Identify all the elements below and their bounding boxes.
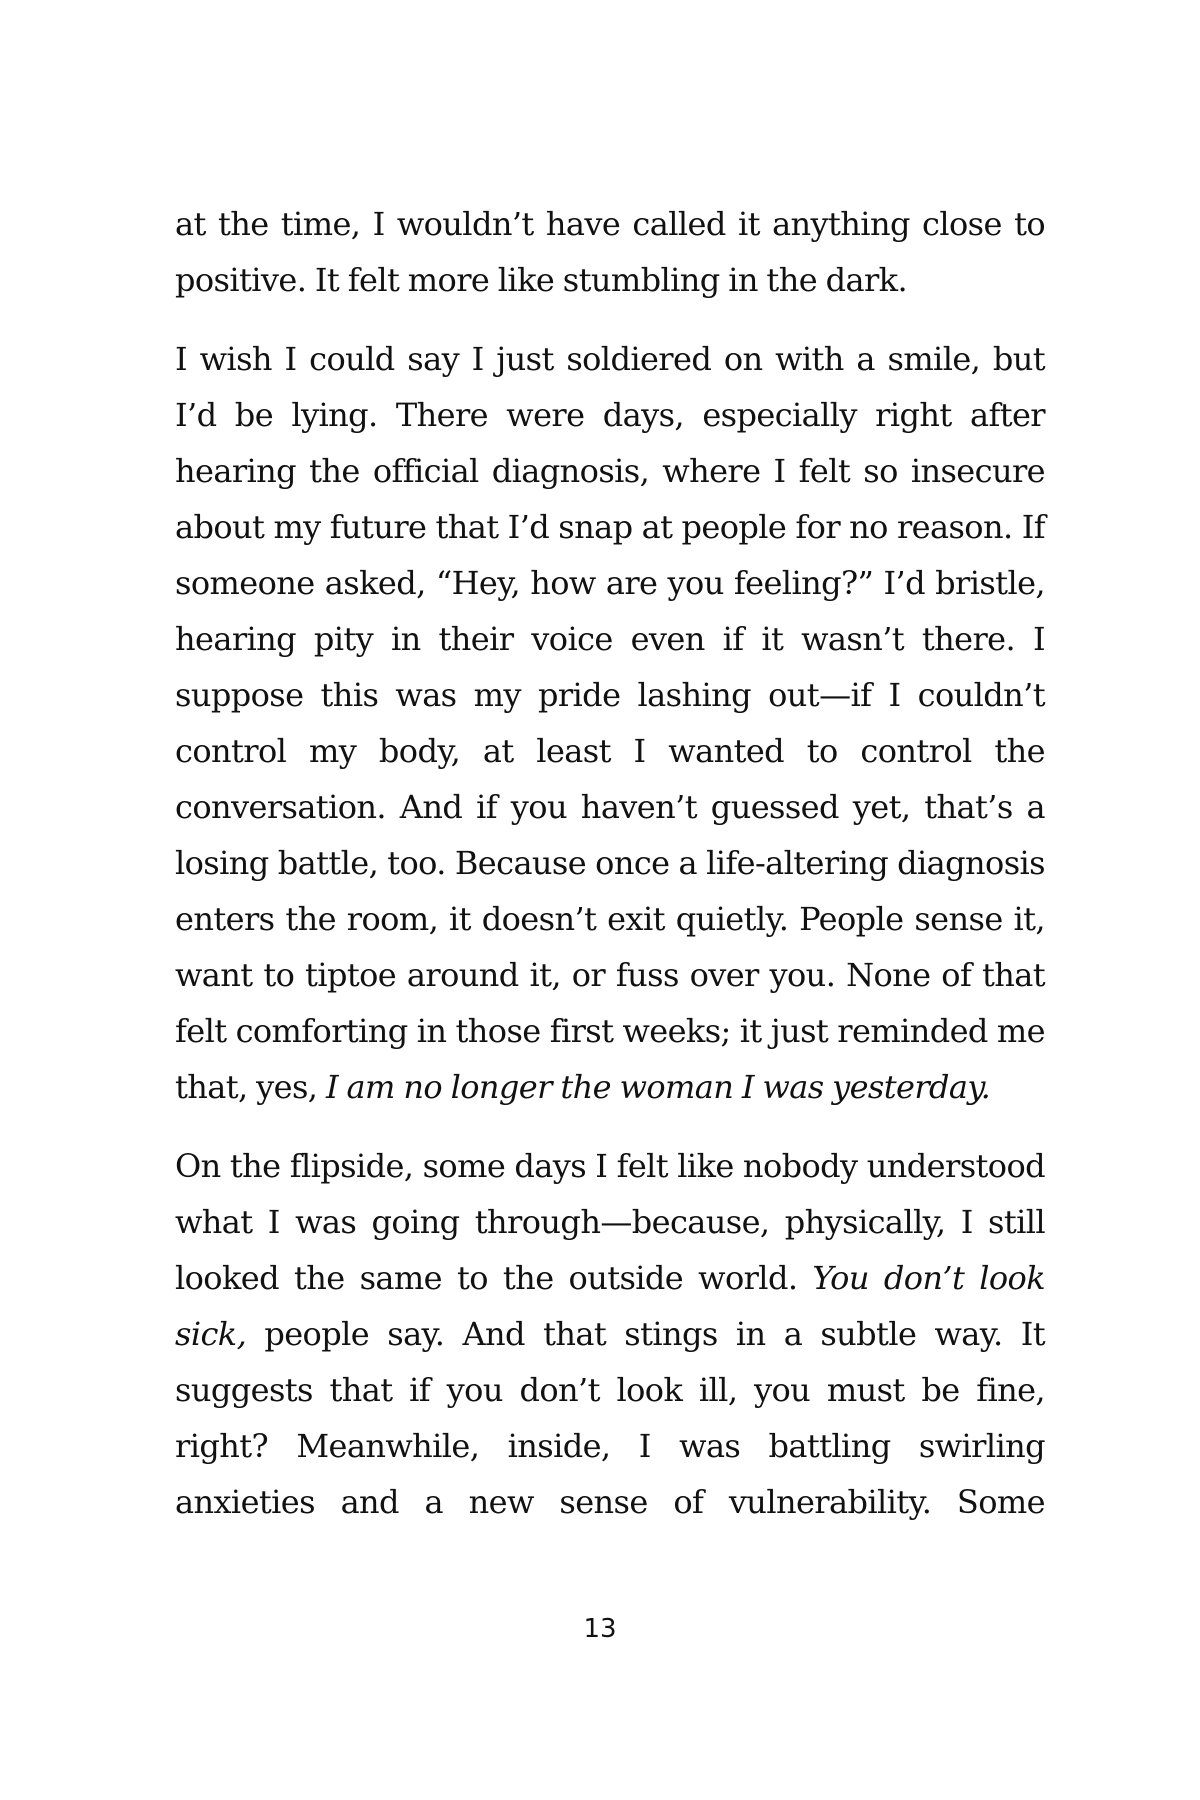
paragraph-2-italic-quote: I am no longer the woman I was yesterday. — [325, 1068, 991, 1106]
paragraph-1-text: at the time, I wouldn’t have called it anything close to positive. It felt more like stumbling in the dark. — [175, 205, 1045, 299]
paragraph-3-italic-quote: You don’t look sick, — [175, 1259, 1046, 1353]
body-text — [175, 196, 1045, 1553]
paragraph-3-text-end: people say. And that stings in a subtle way. It suggests that if you don’t look ill, you must be fine, right? Meanwhile, inside, I was battling swirling anxieties and a new sense of vulnerability. Some — [175, 1315, 1045, 1521]
page-number: 13 — [583, 1614, 617, 1644]
paragraph-1 — [175, 196, 1045, 308]
paragraph-3-text-start: On the flipside, some days I felt like nobody understood what I was going through—because, physically, I still looked the same to the outside world. — [175, 1147, 1045, 1297]
paragraph-3 — [175, 1138, 1045, 1530]
paragraph-2 — [175, 331, 1045, 1115]
paragraph-2-text: I wish I could say I just soldiered on with a smile, but I’d be lying. There were days, especially right after hearing the official diagnosis, where I felt so insecure about my future that I’d snap at people for no reason. If someone asked, “Hey, how are you feeling?” I’d bristle, hearing pity in their voice even if it wasn’t there. I suppose this was my pride lashing out—if I couldn’t control my body, at least I wanted to control the conversation. And if you haven’t guessed yet, that’s a losing battle, too. Because once a life-altering diagnosis enters the room, it doesn’t exit quietly. People sense it, want to tiptoe around it, or fuss over you. None of that felt comforting in those first weeks; it just reminded me that, yes, — [175, 340, 1045, 1106]
